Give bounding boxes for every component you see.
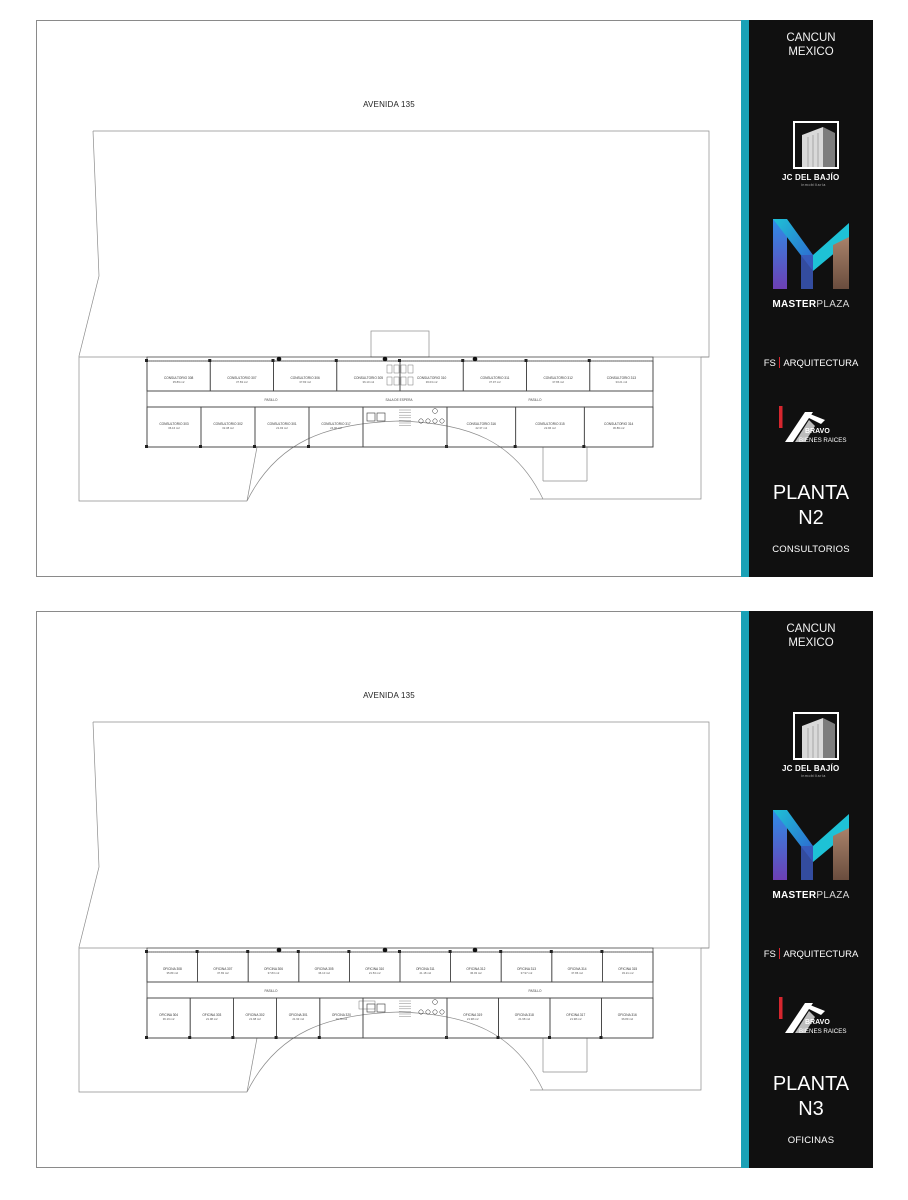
room-name: OFICINA 312 <box>466 967 486 971</box>
room-name: OFICINA 308 <box>162 967 182 971</box>
core-outline <box>363 407 447 447</box>
room-name: CONSULTORIO 312 <box>543 376 573 380</box>
column <box>307 445 310 448</box>
jc-building-logo-icon <box>782 121 842 189</box>
column <box>514 445 517 448</box>
room-name: CONSULTORIO 308 <box>163 376 194 380</box>
service-core <box>363 998 447 1038</box>
room-name: OFICINA 303 <box>202 1013 222 1017</box>
bravo-subtitle: BIENES RAICES <box>799 1028 847 1035</box>
center-label: SALA DE ESPERA <box>385 398 413 402</box>
bravo-name: BRAVO <box>805 428 830 435</box>
column <box>600 950 603 953</box>
room-name: CONSULTORIO 316 <box>466 422 496 426</box>
floor-plan <box>37 21 741 576</box>
corridor-label-left: PASILLO <box>264 989 278 993</box>
restroom-fixture <box>433 1000 438 1005</box>
waiting-seat <box>408 377 413 385</box>
jc-logo-subtext: inmobiliaria <box>801 183 826 187</box>
room-name: OFICINA 320 <box>331 1013 351 1017</box>
room-area: 21.53 m2 <box>368 971 381 975</box>
waiting-seat <box>401 377 406 385</box>
room-area: 37.97 m2 <box>520 971 533 975</box>
room-name: OFICINA 319 <box>463 1013 483 1017</box>
site-boundary-west <box>79 131 247 501</box>
fs-divider <box>779 357 781 368</box>
room-area: 22.37 m2 <box>475 426 488 430</box>
column <box>445 1036 448 1039</box>
restroom-fixture <box>433 419 437 423</box>
waiting-seat <box>394 365 399 373</box>
restroom-fixture <box>440 1010 444 1014</box>
waiting-seat <box>387 365 392 373</box>
room-area: 36.10 m2 <box>362 380 375 384</box>
room-area: 37.86 m2 <box>571 971 583 975</box>
fs-firm-name: ARQUITECTURA <box>783 949 859 960</box>
plan-sheet-n2 <box>36 20 873 577</box>
masterplaza-wordmark <box>749 890 873 901</box>
structural-column <box>473 357 478 362</box>
room-name: CONSULTORIO 317 <box>321 422 351 426</box>
room-area: 21.93 m2 <box>292 1017 305 1021</box>
site-boundary <box>93 722 709 1090</box>
structural-column <box>383 948 388 953</box>
accent-stripe <box>741 611 749 1168</box>
street-label: AVENIDA 135 <box>363 100 415 109</box>
room-area: 37.83 m2 <box>267 971 280 975</box>
corridor-label-left: PASILLO <box>264 398 278 402</box>
room-area: 20.78 m2 <box>335 1017 348 1021</box>
room-name: OFICINA 311 <box>415 967 435 971</box>
room-area: 37.86 m2 <box>552 380 564 384</box>
room-area: 37.83 m2 <box>217 971 229 975</box>
room-area: 36.89 m2 <box>612 426 625 430</box>
room-name: OFICINA 317 <box>566 1013 586 1017</box>
column <box>525 359 528 362</box>
room-area: 21.98 m2 <box>518 1017 531 1021</box>
room-name: CONSULTORIO 311 <box>480 376 510 380</box>
column <box>499 950 502 953</box>
room-name: OFICINA 304 <box>159 1013 179 1017</box>
structural-column <box>383 357 388 362</box>
masterplaza-bold: MASTER <box>772 299 817 310</box>
room-name: CONSULTORIO 313 <box>606 376 637 380</box>
fs-initials: FS <box>763 358 776 369</box>
room-area: 35.89 m2 <box>172 380 185 384</box>
column <box>297 950 300 953</box>
column <box>231 1036 234 1039</box>
room-name: OFICINA 307 <box>213 967 233 971</box>
plan-sheet-n3 <box>36 611 873 1168</box>
column <box>497 1036 500 1039</box>
room-area: 21.93 m2 <box>276 426 288 430</box>
column <box>208 359 211 362</box>
masterplaza-wordmark <box>749 299 873 310</box>
site-boundary-west <box>79 722 247 1092</box>
column <box>246 950 249 953</box>
plant-title <box>749 1072 873 1122</box>
column <box>188 1036 191 1039</box>
column <box>347 950 350 953</box>
jc-building-logo-icon <box>782 712 842 780</box>
room-name: OFICINA 318 <box>514 1013 534 1017</box>
restroom-fixture <box>426 1010 430 1014</box>
column <box>145 359 148 362</box>
location-label <box>749 31 873 59</box>
corridor-label-right: PASILLO <box>528 398 542 402</box>
country-name: MEXICO <box>788 46 834 58</box>
room-name: CONSULTORIO 302 <box>213 422 243 426</box>
masterplaza-bold: MASTER <box>772 890 817 901</box>
room-name: CONSULTORIO 315 <box>535 422 565 426</box>
room-area: 36.10 m2 <box>318 971 330 975</box>
room-area: 36.16 m2 <box>162 1017 175 1021</box>
room-name: OFICINA 315 <box>618 967 638 971</box>
room-name: OFICINA 316 <box>617 1013 637 1017</box>
jc-logo-building <box>793 712 839 760</box>
restroom-fixture <box>433 409 438 414</box>
plant-level: N3 <box>798 1098 824 1120</box>
room-area: 35.89 m2 <box>166 971 179 975</box>
column <box>253 445 256 448</box>
room-name: OFICINA 302 <box>245 1013 265 1017</box>
street-label: AVENIDA 135 <box>363 691 415 700</box>
structural-column <box>473 948 478 953</box>
room-name: OFICINA 306 <box>264 967 283 971</box>
location-label <box>749 622 873 650</box>
courtyard-edge-left <box>247 447 257 501</box>
title-block-panel <box>749 611 873 1168</box>
column <box>196 950 199 953</box>
room-area: 22.96 m2 <box>544 426 556 430</box>
plant-title <box>749 481 873 531</box>
plant-use-type: CONSULTORIOS <box>772 544 850 555</box>
room-name: OFICINA 314 <box>567 967 587 971</box>
jc-logo-building <box>793 121 839 169</box>
jc-logo-text: JC DEL BAJÍO <box>782 173 840 182</box>
corridor-label-right: PASILLO <box>528 989 542 993</box>
masterplaza-light: PLAZA <box>816 299 850 310</box>
plant-word: PLANTA <box>772 1073 850 1095</box>
column <box>600 1036 603 1039</box>
room-area: 33.21 m2 <box>615 380 628 384</box>
city-name: CANCUN <box>786 32 836 44</box>
accent-stripe <box>741 20 749 577</box>
room-name: CONSULTORIO 301 <box>267 422 297 426</box>
room-area: 37.83 m2 <box>236 380 248 384</box>
elevator <box>377 1004 385 1012</box>
room-name: CONSULTORIO 314 <box>604 422 634 426</box>
room-name: CONSULTORIO 303 <box>159 422 189 426</box>
room-name: OFICINA 313 <box>517 967 536 971</box>
room-area: 36.89 m2 <box>621 1017 634 1021</box>
service-core <box>363 407 447 447</box>
column <box>272 359 275 362</box>
waiting-seat <box>408 365 413 373</box>
jc-logo-text: JC DEL BAJÍO <box>782 764 840 773</box>
jc-logo-subtext: inmobiliaria <box>801 774 826 778</box>
room-area: 24.90 m2 <box>330 426 342 430</box>
title-block-panel <box>749 20 873 577</box>
country-name: MEXICO <box>788 637 834 649</box>
waiting-seat <box>387 377 392 385</box>
column <box>145 445 148 448</box>
column <box>449 950 452 953</box>
column <box>582 445 585 448</box>
courtyard-edge-left <box>247 1038 257 1092</box>
column <box>550 950 553 953</box>
fs-arquitectura-credit <box>749 357 873 369</box>
city-name: CANCUN <box>786 623 836 635</box>
room-area: 36.16 m2 <box>168 426 180 430</box>
elevator <box>367 413 375 421</box>
fs-initials: FS <box>763 949 776 960</box>
room-name: OFICINA 305 <box>314 967 334 971</box>
room-area: 37.97 m2 <box>489 380 501 384</box>
bravo-name: BRAVO <box>805 1019 830 1026</box>
floor-plan <box>37 612 741 1167</box>
column <box>461 359 464 362</box>
masterplaza-light: PLAZA <box>816 890 850 901</box>
masterplaza-m-logo-icon <box>771 806 853 882</box>
column <box>398 359 401 362</box>
room-area: 37.83 m2 <box>299 380 311 384</box>
column <box>588 359 591 362</box>
column <box>145 1036 148 1039</box>
structural-column <box>277 357 282 362</box>
plant-use-type: OFICINAS <box>787 1135 835 1146</box>
fs-firm-name: ARQUITECTURA <box>783 358 859 369</box>
fs-arquitectura-credit <box>749 948 873 960</box>
room-name: OFICINA 301 <box>288 1013 308 1017</box>
entrance-canopy <box>371 331 429 357</box>
column <box>398 950 401 953</box>
bravo-subtitle: BIENES RAICES <box>799 437 847 444</box>
room-area: 36.03 m2 <box>425 380 438 384</box>
room-area: 32.38 m2 <box>222 426 234 430</box>
column <box>548 1036 551 1039</box>
column <box>145 950 148 953</box>
fs-divider <box>779 948 781 959</box>
structural-column <box>277 948 282 953</box>
column <box>445 445 448 448</box>
column <box>318 1036 321 1039</box>
restroom-fixture <box>426 419 430 423</box>
column <box>275 1036 278 1039</box>
plant-word: PLANTA <box>772 482 850 504</box>
elevator <box>377 413 385 421</box>
site-boundary <box>93 131 709 499</box>
room-area: 21.98 m2 <box>249 1017 261 1021</box>
room-area: 21.98 m2 <box>466 1017 479 1021</box>
bravo-roof-logo-icon <box>779 406 849 452</box>
restroom-fixture <box>433 1010 437 1014</box>
waiting-seat <box>401 365 406 373</box>
restroom-fixture <box>440 419 444 423</box>
bravo-roof-logo-icon <box>779 997 849 1043</box>
room-area: 21.98 m2 <box>205 1017 218 1021</box>
room-name: CONSULTORIO 310 <box>416 376 447 380</box>
column <box>199 445 202 448</box>
masterplaza-m-logo-icon <box>771 215 853 291</box>
courtyard-arc <box>247 421 543 501</box>
room-area: 36.03 m2 <box>470 971 482 975</box>
plant-level: N2 <box>798 507 824 529</box>
column <box>335 359 338 362</box>
elevator <box>367 1004 375 1012</box>
room-name: CONSULTORIO 305 <box>353 376 384 380</box>
room-area: 21.98 m2 <box>569 1017 582 1021</box>
waiting-seat <box>394 377 399 385</box>
room-name: CONSULTORIO 307 <box>227 376 257 380</box>
room-name: CONSULTORIO 306 <box>290 376 320 380</box>
room-name: OFICINA 310 <box>365 967 385 971</box>
core-outline <box>363 998 447 1038</box>
room-area: 33.21 m2 <box>621 971 634 975</box>
room-area: 21.18 m2 <box>419 971 432 975</box>
